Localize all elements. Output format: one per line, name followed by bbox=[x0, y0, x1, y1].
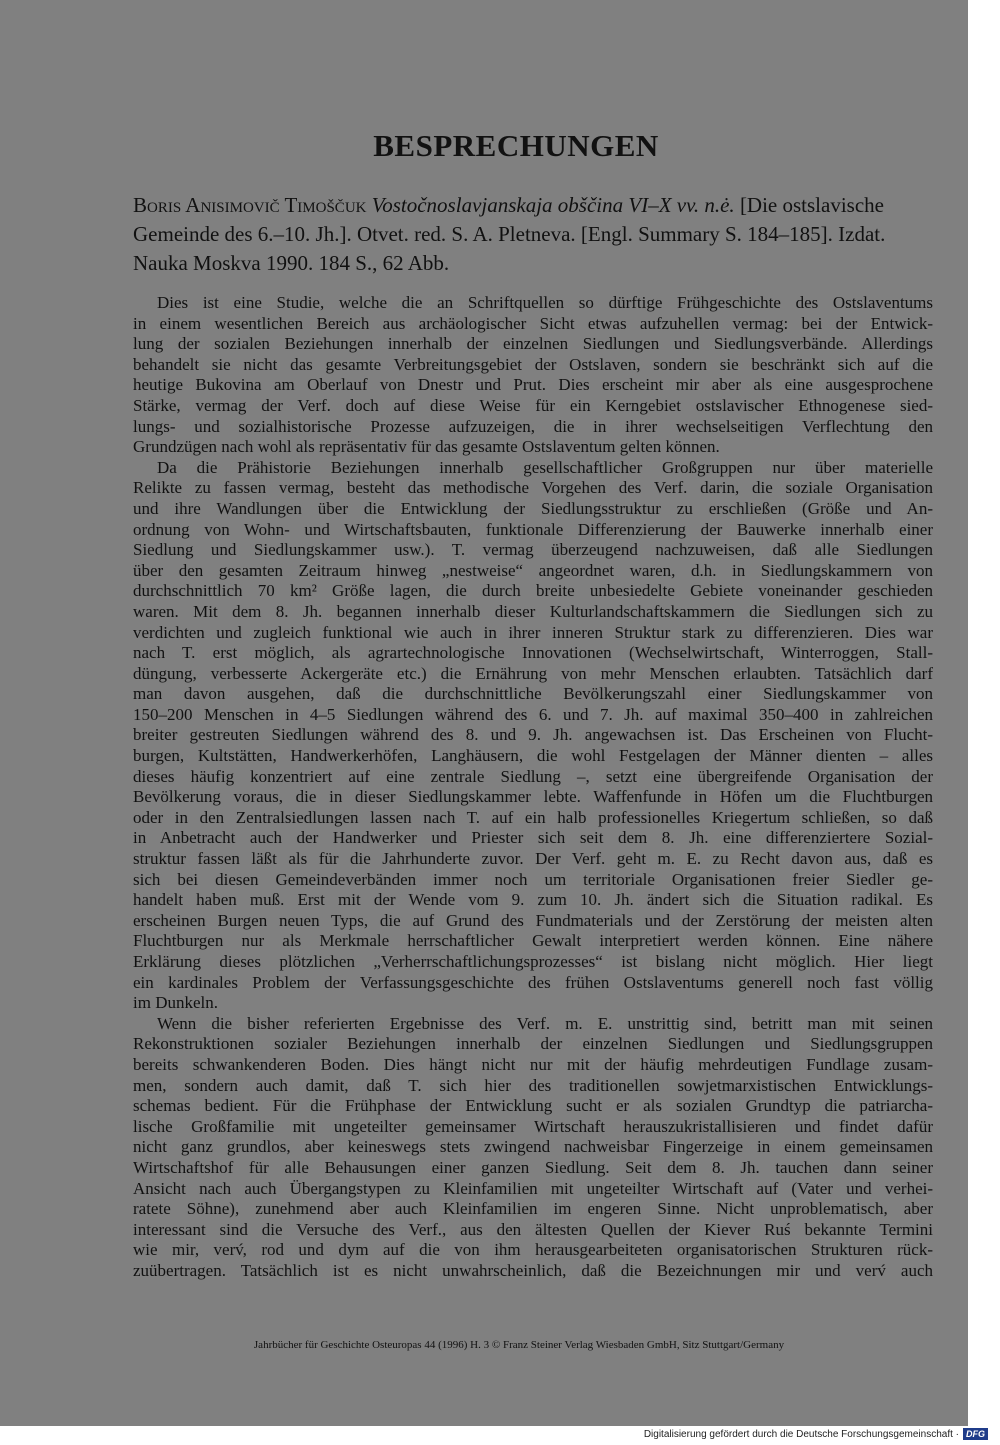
body-line: in Anbetracht auch der Handwerker und Priester sich seit dem 8. Jh. eine differenziertere Sozial- bbox=[133, 828, 933, 848]
dfg-notice-text: Digitalisierung gefördert durch die Deutsche Forschungsgemeinschaft · bbox=[643, 1428, 959, 1440]
body-line: interessant sind die Versuche des Verf., aus den ältesten Quellen der Kiever Ruś bekannte Termini bbox=[133, 1219, 933, 1239]
body-line: über den gesamten Zeitraum hinweg „nestweise“ angeordnet waren, d.h. in Siedlungskammern von bbox=[133, 560, 933, 580]
body-line: dieses häufig konzentriert auf eine zentrale Siedlung –, setzt eine übergreifende Organisation der bbox=[133, 766, 933, 786]
dfg-notice-bar bbox=[644, 1428, 988, 1440]
bibliographic-entry bbox=[133, 191, 933, 278]
body-line: heutige Bukovina am Oberlauf von Dnestr und Prut. Dies erscheint mir aber als eine ausgesprochene bbox=[133, 375, 933, 395]
bib-line-1 bbox=[133, 191, 933, 220]
body-line: lungs- und sozialhistorische Prozesse aufzuzeigen, die in ihrer wechselseitigen Verflechtung den bbox=[133, 416, 933, 436]
body-line: Bevölkerung voraus, die in dieser Siedlungskammer lebte. Waffenfunde in Höfen um die Fluchtburgen bbox=[133, 787, 933, 807]
body-line: Rekonstruktionen sozialer Beziehungen innerhalb der einzelnen Siedlungen und Siedlungsgruppen bbox=[133, 1034, 933, 1054]
body-line: zuübertragen. Tatsächlich ist es nicht unwahrscheinlich, daß die Bezeichnungen mir und verv́ auch bbox=[133, 1260, 933, 1280]
body-line: Erklärung dieses plötzlichen „Verherrschaftlichungsprozesses“ ist bislang nicht möglich. Hier liegt bbox=[133, 952, 933, 971]
body-line: Da die Prähistorie Beziehungen innerhalb gesellschaftlicher Großgruppen nur über materielle bbox=[157, 457, 933, 477]
body-line: düngung, verbesserte Ackergeräte etc.) die Ernährung von mehr Menschen erlaubten. Tatsächlich darf bbox=[133, 663, 933, 683]
body-line: oder in den Zentralsiedlungen lassen nach T. auf ein halb professionelles Kriegertum schließen, so daß bbox=[133, 807, 933, 827]
body-line: men, sondern auch damit, daß T. sich hier des traditionellen sowjetmarxistischen Entwicklungs- bbox=[133, 1075, 933, 1095]
body-line: im Dunkeln. bbox=[133, 993, 218, 1013]
body-line: behandelt sie nicht das gesamte Verbreitungsgebiet der Ostslaven, sondern sie beschränkt sich auf die bbox=[133, 354, 933, 374]
body-line: Wirtschaftshof für alle Behausungen einer ganzen Siedlung. Seit dem 8. Jh. tauchen dann seiner bbox=[133, 1157, 933, 1177]
body-line: Relikte zu fassen vermag, besteht das methodische Vorgehen des Verf. darin, die soziale Organisation bbox=[133, 478, 933, 498]
body-line: ratete Söhne), zunehmend aber auch Kleinfamilien im engeren Sinne. Nicht unproblematisch, aber bbox=[133, 1199, 933, 1219]
body-line: 150–200 Menschen in 4–5 Siedlungen während des 6. und 7. Jh. auf maximal 350–400 in zahlreichen bbox=[133, 704, 933, 724]
body-line: sich bei diesen Gemeindeverbänden immer noch um territoriale Organisationen freier Siedler ge- bbox=[133, 869, 933, 889]
body-line: man davon ausgehen, daß die durchschnittliche Bevölkerungszahl einer Siedlungskammer von bbox=[133, 684, 933, 704]
body-line: Dies ist eine Studie, welche die an Schriftquellen so dürftige Frühgeschichte des Ostslaventums bbox=[157, 293, 933, 312]
bib-rest: [Die ostslavische bbox=[739, 193, 884, 217]
body-line: verdichten und zugleich funktional wie auch in ihrer inneren Struktur stark zu differenzieren. Dies war bbox=[133, 622, 933, 642]
body-line: Ansicht nach auch Übergangstypen zu Kleinfamilien mit ungeteilter Wirtschaft auf (Vater und verhei- bbox=[133, 1178, 933, 1198]
body-line: handelt haben muß. Erst mit der Wende vom 9. zum 10. Jh. ändert sich die Situation radikal. Es bbox=[133, 890, 933, 910]
body-line: lung der sozialen Beziehungen innerhalb der einzelnen Siedlungen und Siedlungsverbände. Allerdings bbox=[133, 334, 933, 354]
bib-line-3: Nauka Moskva 1990. 184 S., 62 Abb. bbox=[133, 251, 450, 275]
bib-title: Vostočnoslavjanskaja obščina VI–X vv. n.ė. bbox=[371, 193, 735, 217]
body-line: wie mir, verv́, rod und dym auf die von ihm herausgearbeiteten organisatorischen Strukturen rück- bbox=[133, 1240, 933, 1260]
body-line: erscheinen Burgen neuen Typs, die auf Grund des Fundmaterials und der Zerstörung der meisten alten bbox=[133, 910, 933, 930]
body-line: waren. Mit dem 8. Jh. begannen innerhalb dieser Kulturlandschaftskammern die Siedlungen sich zu bbox=[133, 601, 933, 621]
body-line: Grundzügen nach wohl als repräsentativ für das gesamte Ostslaventum gelten können. bbox=[133, 437, 720, 457]
body-line: Stärke, vermag der Verf. doch auf diese Weise für ein Kerngebiet ostslavischer Ethnogenese sied- bbox=[133, 395, 933, 415]
body-line: Siedlung und Siedlungskammer usw.). T. vermag überzeugend nachzuweisen, daß alle Siedlungen bbox=[133, 540, 933, 560]
body-line: nach T. erst möglich, als agrartechnologische Innovationen (Wechselwirtschaft, Winterroggen, Stall- bbox=[133, 643, 933, 663]
body-line: bereits schwankenderen Boden. Dies hängt nicht nur mit der häufig mehrdeutigen Fundlage zusam- bbox=[133, 1054, 933, 1074]
body-line: nicht ganz grundlos, aber keineswegs stets zwingend nachweisbar Fingerzeige in einem gemeinsamen bbox=[133, 1137, 933, 1157]
dfg-logo: DFG bbox=[963, 1428, 988, 1440]
body-line: ein kardinales Problem der Verfassungsgeschichte des frühen Ostslaventums generell noch fast völlig bbox=[133, 972, 933, 992]
body-line: Fluchtburgen nur als Merkmale herrschaftlicher Gewalt interpretiert werden können. Eine nähere bbox=[133, 931, 933, 951]
body-line: durchschnittlich 70 km² Größe lagen, die durch breite unbesiedelte Gebiete voneinander geschieden bbox=[133, 581, 933, 601]
body-line: breiter gestreuten Siedlungen während des 8. und 9. Jh. angewachsen ist. Das Erscheinen von Flucht- bbox=[133, 725, 933, 745]
body-line: burgen, Kultstätten, Handwerkerhöfen, Langhäusern, die wohl Festgelagen der Männer dienten – alles bbox=[133, 746, 933, 766]
body-line: und ihre Wandlungen über die Entwicklung der Siedlungsstruktur zu erschließen (Größe und An- bbox=[133, 498, 933, 518]
review-body bbox=[133, 293, 933, 1282]
bib-author: Boris Anisimovič Timoščuk bbox=[133, 193, 367, 217]
body-line: Wenn die bisher referierten Ergebnisse des Verf. m. E. unstrittig sind, betritt man mit seinen bbox=[157, 1013, 933, 1033]
body-line: lische Großfamilie mit ungeteilter gemeinsamer Wirtschaft herauszukristallisieren und findet dafür bbox=[133, 1116, 933, 1136]
page-heading: BESPRECHUNGEN bbox=[373, 128, 659, 163]
body-line: ordnung von Wohn- und Wirtschaftsbauten, funktionale Differenzierung der Bauwerke innerhalb einer bbox=[133, 519, 933, 539]
body-line: schemas bedient. Für die Frühphase der Entwicklung sucht er als sozialen Grundtyp die patriarcha- bbox=[133, 1096, 933, 1116]
body-line: struktur fassen läßt als für die Jahrhunderte zuvor. Der Verf. geht m. E. zu Recht davon aus, daß es bbox=[133, 849, 933, 869]
bib-line-2: Gemeinde des 6.–10. Jh.]. Otvet. red. S. A. Pletneva. [Engl. Summary S. 184–185]. Izdat. bbox=[133, 222, 886, 246]
journal-footer: Jahrbücher für Geschichte Osteuropas 44 (1996) H. 3 © Franz Steiner Verlag Wiesbaden GmbH, Sitz Stuttgart/Germany bbox=[253, 1339, 785, 1351]
body-line: in einem wesentlichen Bereich aus archäologischer Sicht etwas aufzuhellen vermag: bei der Entwick- bbox=[133, 313, 933, 333]
